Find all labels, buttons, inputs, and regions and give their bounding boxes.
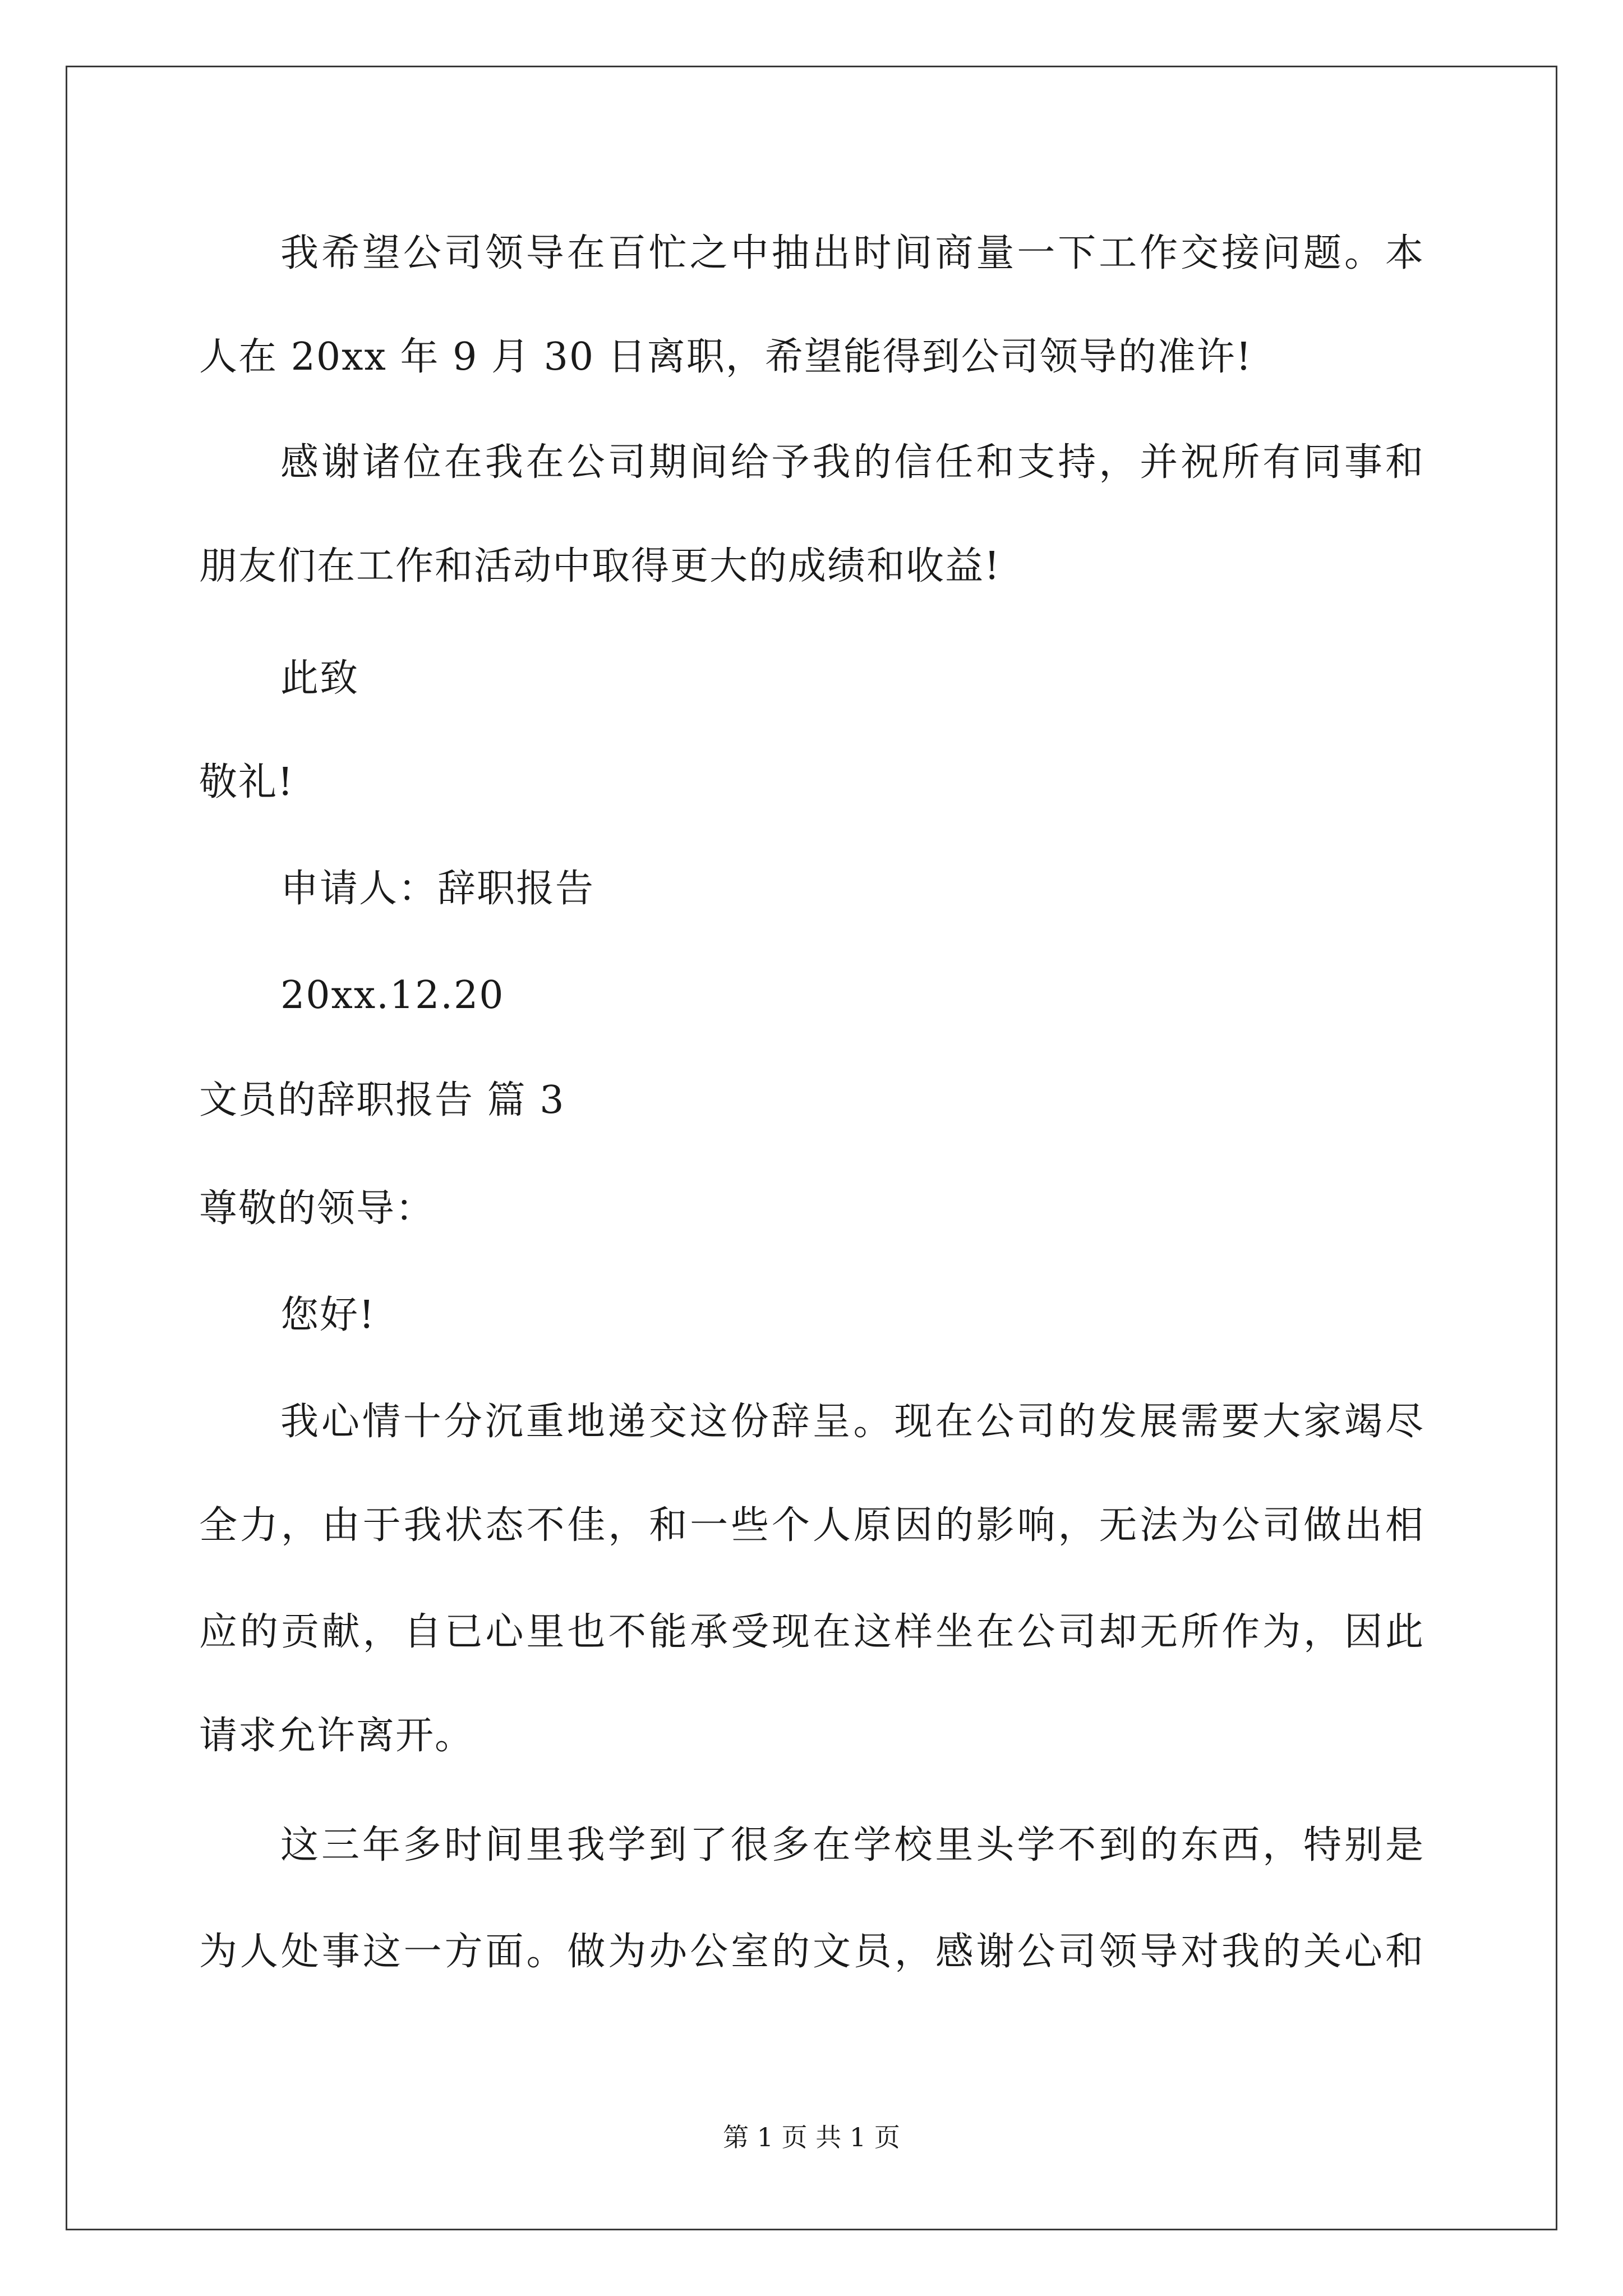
paragraph-line: 感谢诸位在我在公司期间给予我的信任和支持，并祝所有同事和	[280, 440, 1424, 485]
paragraph-line: 我希望公司领导在百忙之中抽出时间商量一下工作交接问题。本	[280, 231, 1424, 275]
paragraph-line: 朋友们在工作和活动中取得更大的成绩和收益!	[199, 544, 1001, 588]
greeting: 您好!	[280, 1293, 376, 1337]
greeting-recipient: 尊敬的领导：	[199, 1186, 435, 1231]
section-title: 文员的辞职报告 篇 3	[199, 1078, 565, 1122]
document-date: 20xx.12.20	[280, 973, 505, 1018]
paragraph-line: 我心情十分沉重地递交这份辞呈。现在公司的发展需要大家竭尽	[280, 1400, 1424, 1444]
paragraph-line: 应的贡献，自已心里也不能承受现在这样坐在公司却无所作为，因此	[199, 1610, 1424, 1654]
paragraph-line: 这三年多时间里我学到了很多在学校里头学不到的东西，特别是	[280, 1823, 1424, 1867]
closing-regards: 敬礼!	[199, 760, 294, 804]
paragraph-line: 请求允许离开。	[199, 1714, 474, 1758]
applicant-signature: 申请人：辞职报告	[280, 867, 595, 911]
page-number-footer: 第 1 页 共 1 页	[723, 2122, 900, 2152]
paragraph-line: 全力，由于我状态不佳，和一些个人原因的影响，无法为公司做出相	[199, 1503, 1424, 1548]
closing-salutation: 此致	[280, 656, 359, 701]
paragraph-line: 人在 20xx 年 9 月 30 日离职，希望能得到公司领导的准许!	[199, 335, 1253, 379]
page-border	[66, 66, 1557, 2230]
paragraph-line: 为人处事这一方面。做为办公室的文员，感谢公司领导对我的关心和	[199, 1930, 1424, 1974]
